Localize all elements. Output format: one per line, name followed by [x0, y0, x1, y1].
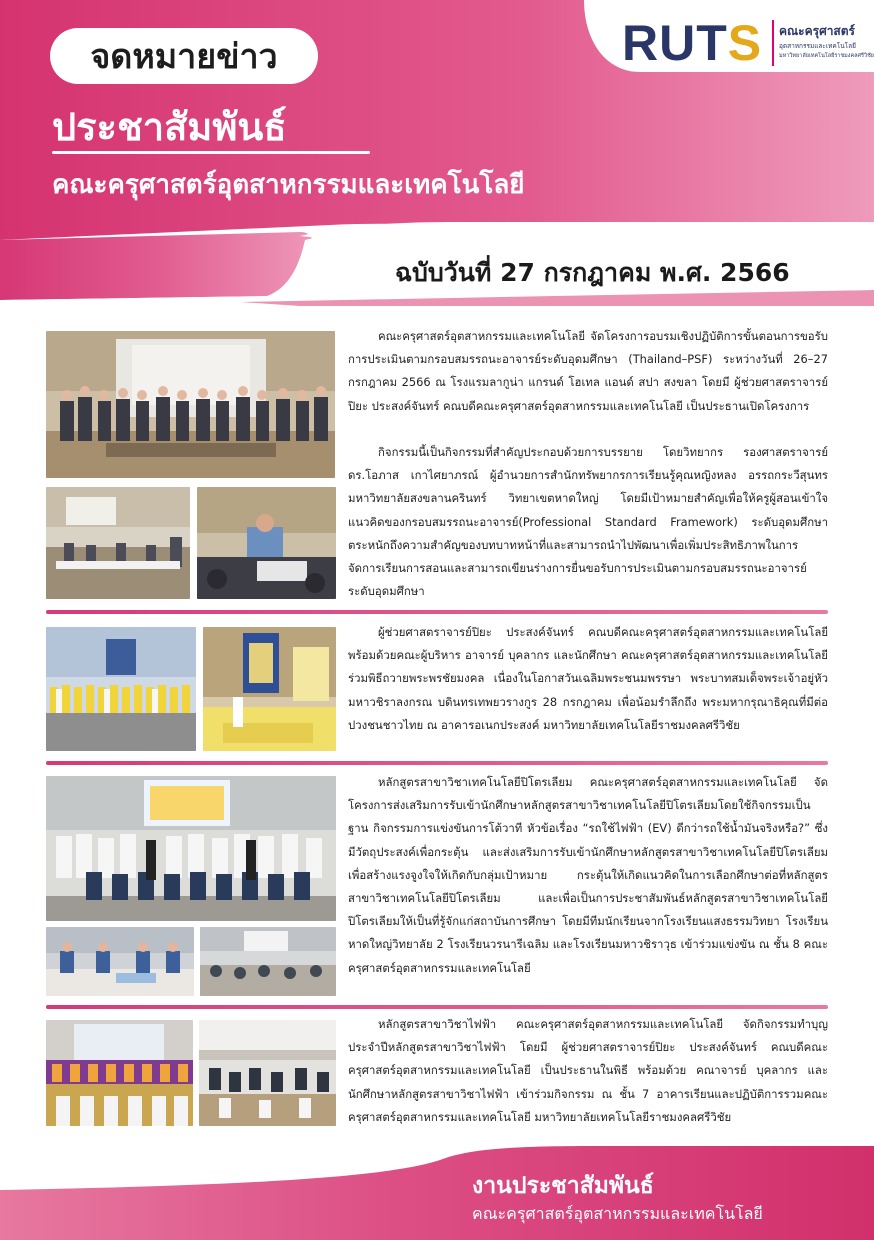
photo-ceremony-stage	[203, 627, 336, 751]
newsletter-header	[0, 0, 874, 320]
photo-debate-judges	[46, 927, 194, 996]
section-divider	[46, 761, 828, 765]
section-2-paragraph: ผู้ช่วยศาสตราจารย์ปิยะ ประสงค์จันทร์ คณบดีคณะครุศาสตร์อุตสาหกรรมและเทคโนโลยี พร้อมด้วยคณะผู้บริหาร อาจารย์ บุคลากร และนักศึกษา คณะครุศาสตร์อุตสาหกรรมและเทคโนโลยี ร่วมพิธีถวายพระพรชัยมงคล เนื่องในโอกาสวันเฉลิมพระชนมพรรษา พระบาทสมเด็จพระเจ้าอยู่หัวมหาวชิราลงกรณ บดินทรเทพยวรางกูร 28 กรกฎาคม เพื่อน้อมรำลึกถึง พระมหากรุณาธิคุณที่มีต่อปวงชนชาวไทย ณ อาคารอเนกประสงค์ มหาวิทยาลัยเทคโนโลยีราชมงคลศรีวิชัย	[348, 625, 828, 732]
section-3-paragraph: หลักสูตรสาขาวิชาเทคโนโลยีปิโตรเลียม คณะครุศาสตร์อุตสาหกรรมและเทคโนโลยี จัดโครงการส่งเสริมการรับเข้านักศึกษาหลักสูตรสาขาวิชาเทคโนโลยีปิโตรเลียมโดยใช้กิจกรรมเป็นฐาน กิจกรรมการแข่งขันการโต้วาที หัวข้อเรื่อง “รถใช้ไฟฟ้า (EV) ดีกว่ารถใช้น้ำมันจริงหรือ?” ซึ่งมีวัตถุประสงค์เพื่อกระตุ้น และส่งเสริมการรับเข้านักศึกษาหลักสูตรสาขาวิชาเทคโนโลยีปิโตรเลียม เพื่อสร้างแรงจูงใจให้เกิดกับกลุ่มเป้าหมาย กระตุ้นให้เกิดแนวคิดในการเลือกศึกษาต่อที่หลักสูตรสาขาวิชาเทคโนโลยีปิโตรเลียม และเพื่อเป็นการประชาสัมพันธ์หลักสูตรสาขาวิชาเทคโนโลยีปิโตรเลียมให้เป็นที่รู้จักแก่สถาบันการศึกษา โดยมีทีมนักเรียนจากโรงเรียนแสงธรรมวิทยา โรงเรียนหาดใหญ่วิทยาลัย 2 โรงเรียนวรนารีเฉลิม และโรงเรียนมหาวชิราวุธ เข้าร่วมแข่งขัน ณ ชั้น 8 คณะครุศาสตร์อุตสาหกรรมและเทคโนโลยี	[348, 775, 828, 975]
section-4-paragraph: หลักสูตรสาขาวิชาไฟฟ้า คณะครุศาสตร์อุตสาหกรรมและเทคโนโลยี จัดกิจกรรมทำบุญประจำปีหลักสูตรสาขาวิชาไฟฟ้า โดยมี ผู้ช่วยศาสตราจารย์ปิยะ ประสงค์จันทร์ คณบดีคณะครุศาสตร์อุตสาหกรรมและเทคโนโลยี เป็นประธานในพิธี พร้อมด้วย คณาจารย์ บุคลากร และนักศึกษาหลักสูตรสาขาวิชาไฟฟ้า เข้าร่วมกิจกรรม ณ ชั้น 7 อาคารเรียนและปฏิบัติการรวมคณะครุศาสตร์อุตสาหกรรมและเทคโนโลยี มหาวิทยาลัยเทคโนโลยีราชมงคลศรีวิชัย	[348, 1017, 828, 1124]
photo-merit-making-monks	[46, 1020, 193, 1126]
logo-university-name: มหาวิทยาลัยเทคโนโลยีราชมงคลศรีวิชัย	[779, 53, 874, 59]
logo-wordmark: RUTS	[622, 15, 763, 71]
ruts-logo	[622, 14, 874, 72]
logo-faculty-name: คณะครุศาสตร์	[779, 24, 855, 38]
footer-title: งานประชาสัมพันธ์	[472, 1173, 654, 1199]
photo-debate-room	[200, 927, 336, 996]
footer-subtitle: คณะครุศาสตร์อุตสาหกรรมและเทคโนโลยี	[472, 1204, 763, 1223]
title-underline	[52, 151, 370, 154]
page-title: ประชาสัมพันธ์	[52, 105, 287, 149]
section-divider	[46, 610, 828, 614]
photo-merit-making-hall	[199, 1020, 336, 1126]
section-1-paragraph-2: กิจกรรมนี้เป็นกิจกรรมที่สำคัญประกอบด้วยการบรรยาย โดยวิทยากร รองศาสตราจารย์ ดร.โอภาส เกาไศยาภรณ์ ผู้อำนวยการสำนักทรัพยากรการเรียนรู้คุณหญิงหลง อรรถกระวีสุนทร มหาวิทยาลัยสงขลานครินทร์ วิทยาเขตหาดใหญ่ โดยมีเป้าหมายสำคัญเพื่อให้ครูผู้สอนเข้าใจแนวคิดของกรอบสมรรถนะอาจารย์(Professional Standard Framework) ระดับอุดมศึกษาตระหนักถึงความสำคัญของบทบาทหน้าที่และสามารถนำไปพัฒนาเพื่อเพิ่มประสิทธิภาพในการจัดการเรียนการสอนและสามารถเขียนร่างการยื่นขอรับการประเมินตามกรอบสมรรถนะอาจารย์ระดับอุดมศึกษา	[348, 445, 828, 599]
section-1-paragraph-1: คณะครุศาสตร์อุตสาหกรรมและเทคโนโลยี จัดโครงการอบรมเชิงปฏิบัติการขั้นตอนการขอรับการประเมินตามกรอบสมรรถนะอาจารย์ระดับอุดมศึกษา (Thailand–PSF) ระหว่างวันที่ 26–27 กรกฎาคม 2566 ณ โรงแรมลากูน่า แกรนด์ โฮเทล แอนด์ สปา สงขลา โดยมี ผู้ช่วยศาสตราจารย์ปิยะ ประสงค์จันทร์ คณบดีคณะครุศาสตร์อุตสาหกรรมและเทคโนโลยี เป็นประธานเปิดโครงการ	[348, 329, 828, 413]
logo-faculty-subname: อุตสาหกรรมและเทคโนโลยี	[779, 42, 856, 50]
faculty-subtitle: คณะครุศาสตร์อุตสาหกรรมและเทคโนโลยี	[52, 170, 525, 200]
newsletter-footer	[0, 1140, 874, 1240]
issue-date: ฉบับวันที่ 27 กรกฎาคม พ.ศ. 2566	[395, 258, 790, 287]
photo-workshop-group	[46, 331, 335, 478]
photo-debate-students	[46, 776, 336, 921]
photo-ceremony-group	[46, 627, 196, 751]
newsletter-pill-title: จดหมายข่าว	[50, 28, 318, 84]
photo-workshop-room	[46, 487, 190, 599]
section-divider	[46, 1005, 828, 1009]
photo-workshop-speaker	[197, 487, 336, 599]
logo-divider	[772, 20, 774, 66]
